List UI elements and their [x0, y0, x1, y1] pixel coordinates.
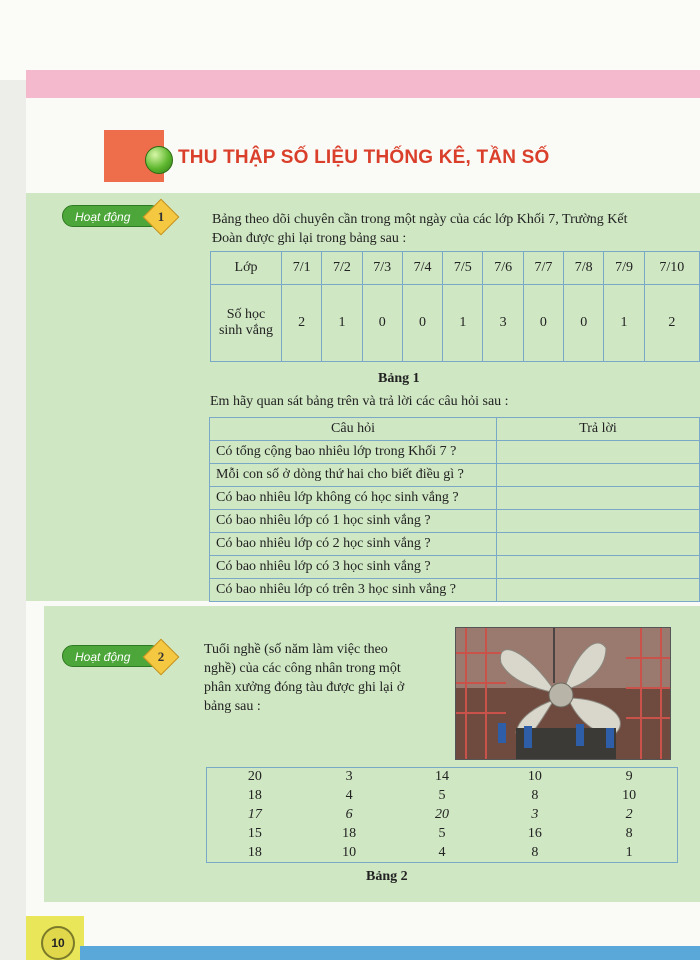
- activity2-text-line4: bảng sau :: [204, 699, 261, 714]
- absent-cell: 1: [322, 285, 362, 362]
- absent-cell: 0: [362, 285, 402, 362]
- table1-caption: Bảng 1: [378, 371, 420, 386]
- data-cell: 14: [434, 769, 449, 785]
- data-cell: 15: [247, 825, 262, 841]
- absent-cell: 0: [523, 285, 563, 362]
- data-cell: 2: [625, 806, 633, 822]
- green-ball-icon: [145, 146, 173, 174]
- table-row: [210, 441, 700, 464]
- activity2-badge-label: Hoạt động: [75, 650, 131, 664]
- data-cell: 17: [247, 806, 262, 822]
- question-cell: Mỗi con số ở dòng thứ hai cho biết điều gì ?: [210, 464, 497, 487]
- data-cell: 18: [247, 844, 262, 860]
- question-cell: Có bao nhiêu lớp không có học sinh vắng ?: [210, 487, 497, 510]
- table-row: [211, 252, 700, 285]
- table-row: [210, 510, 700, 533]
- page-number: 10: [41, 926, 75, 960]
- activity1-intro-line1: Bảng theo dõi chuyên cần trong một ngày của các lớp Khối 7, Trường Kết: [212, 212, 628, 227]
- answer-cell[interactable]: [497, 579, 700, 602]
- table-row: [210, 556, 700, 579]
- table-row: [211, 285, 700, 362]
- absent-cell: 1: [604, 285, 644, 362]
- absent-cell: 2: [282, 285, 322, 362]
- row-header-class: Lớp: [211, 252, 282, 285]
- data-cell: 6: [345, 806, 353, 822]
- absent-cell: 3: [483, 285, 523, 362]
- table-row: [207, 787, 678, 806]
- activity1-intro-line2: Đoàn được ghi lại trong bảng sau :: [212, 231, 407, 246]
- footer-band: [80, 946, 700, 960]
- answer-cell[interactable]: [497, 464, 700, 487]
- table-row: [210, 579, 700, 602]
- data-cell: 8: [625, 825, 633, 841]
- table-row: [207, 843, 678, 862]
- class-cell: 7/9: [604, 252, 644, 285]
- worker-experience-table: [206, 767, 678, 863]
- table-row: [207, 824, 678, 843]
- ship-propeller-photo-icon: [455, 627, 671, 760]
- data-cell: 5: [438, 825, 446, 841]
- absent-cell: 0: [564, 285, 604, 362]
- data-cell: 10: [622, 788, 637, 804]
- table2-caption: Bảng 2: [366, 869, 408, 884]
- page-edge-shadow: [0, 80, 26, 960]
- class-cell: 7/2: [322, 252, 362, 285]
- table-row: [207, 768, 678, 787]
- header-band: [26, 70, 700, 98]
- activity1-instruction: Em hãy quan sát bảng trên và trả lời các câu hỏi sau :: [210, 394, 509, 409]
- activity2-badge: [62, 645, 165, 667]
- activity2-text-line1: Tuổi nghề (số năm làm việc theo: [204, 642, 388, 657]
- answer-cell[interactable]: [497, 487, 700, 510]
- data-cell: 1: [625, 844, 633, 860]
- activity1-badge-label: Hoạt động: [75, 210, 131, 224]
- question-cell: Có bao nhiêu lớp có 2 học sinh vắng ?: [210, 533, 497, 556]
- absent-cell: 0: [402, 285, 442, 362]
- table-row: [210, 464, 700, 487]
- data-cell: 20: [434, 806, 449, 822]
- table-row: [210, 487, 700, 510]
- qa-table: [209, 417, 700, 602]
- data-cell: 18: [342, 825, 357, 841]
- data-cell: 3: [531, 806, 539, 822]
- data-cell: 4: [438, 844, 446, 860]
- data-cell: 10: [527, 769, 542, 785]
- answer-cell[interactable]: [497, 510, 700, 533]
- absent-cell: 1: [443, 285, 483, 362]
- class-cell: 7/10: [644, 252, 699, 285]
- table-row: [207, 806, 678, 825]
- data-cell: 9: [625, 769, 633, 785]
- class-cell: 7/8: [564, 252, 604, 285]
- class-cell: 7/3: [362, 252, 402, 285]
- answer-cell[interactable]: [497, 533, 700, 556]
- answer-cell[interactable]: [497, 556, 700, 579]
- activity2-number: 2: [157, 649, 165, 664]
- qa-header-answer: Trả lời: [497, 418, 700, 441]
- question-cell: Có bao nhiêu lớp có trên 3 học sinh vắng ?: [210, 579, 497, 602]
- activity2-text-line3: phân xưởng đóng tàu được ghi lại ở: [204, 680, 405, 695]
- class-cell: 7/5: [443, 252, 483, 285]
- class-cell: 7/1: [282, 252, 322, 285]
- class-cell: 7/4: [402, 252, 442, 285]
- activity2-text-line2: nghề) của các công nhân trong một: [204, 661, 401, 676]
- data-cell: 18: [247, 788, 262, 804]
- data-cell: 4: [345, 788, 353, 804]
- qa-header-question: Câu hỏi: [210, 418, 497, 441]
- section-title: THU THẬP SỐ LIỆU THỐNG KÊ, TẦN SỐ: [178, 147, 550, 168]
- row-header-absent-line2: sinh vắng: [218, 323, 274, 338]
- data-cell: 16: [527, 825, 542, 841]
- table-row: [210, 533, 700, 556]
- data-cell: 20: [247, 769, 262, 785]
- absent-cell: 2: [644, 285, 699, 362]
- data-cell: 5: [438, 788, 446, 804]
- activity1-number: 1: [157, 209, 165, 224]
- class-cell: 7/6: [483, 252, 523, 285]
- question-cell: Có bao nhiêu lớp có 1 học sinh vắng ?: [210, 510, 497, 533]
- data-cell: 3: [345, 769, 353, 785]
- data-cell: 8: [531, 844, 539, 860]
- table-row: [210, 418, 700, 441]
- question-cell: Có bao nhiêu lớp có 3 học sinh vắng ?: [210, 556, 497, 579]
- question-cell: Có tổng cộng bao nhiêu lớp trong Khối 7 ?: [210, 441, 497, 464]
- answer-cell[interactable]: [497, 441, 700, 464]
- row-header-absent-line1: Số học: [226, 307, 266, 322]
- data-cell: 8: [531, 788, 539, 804]
- data-cell: 10: [342, 844, 357, 860]
- activity1-badge: [62, 205, 165, 227]
- row-header-absent: [211, 285, 282, 362]
- class-cell: 7/7: [523, 252, 563, 285]
- attendance-table: [210, 251, 700, 362]
